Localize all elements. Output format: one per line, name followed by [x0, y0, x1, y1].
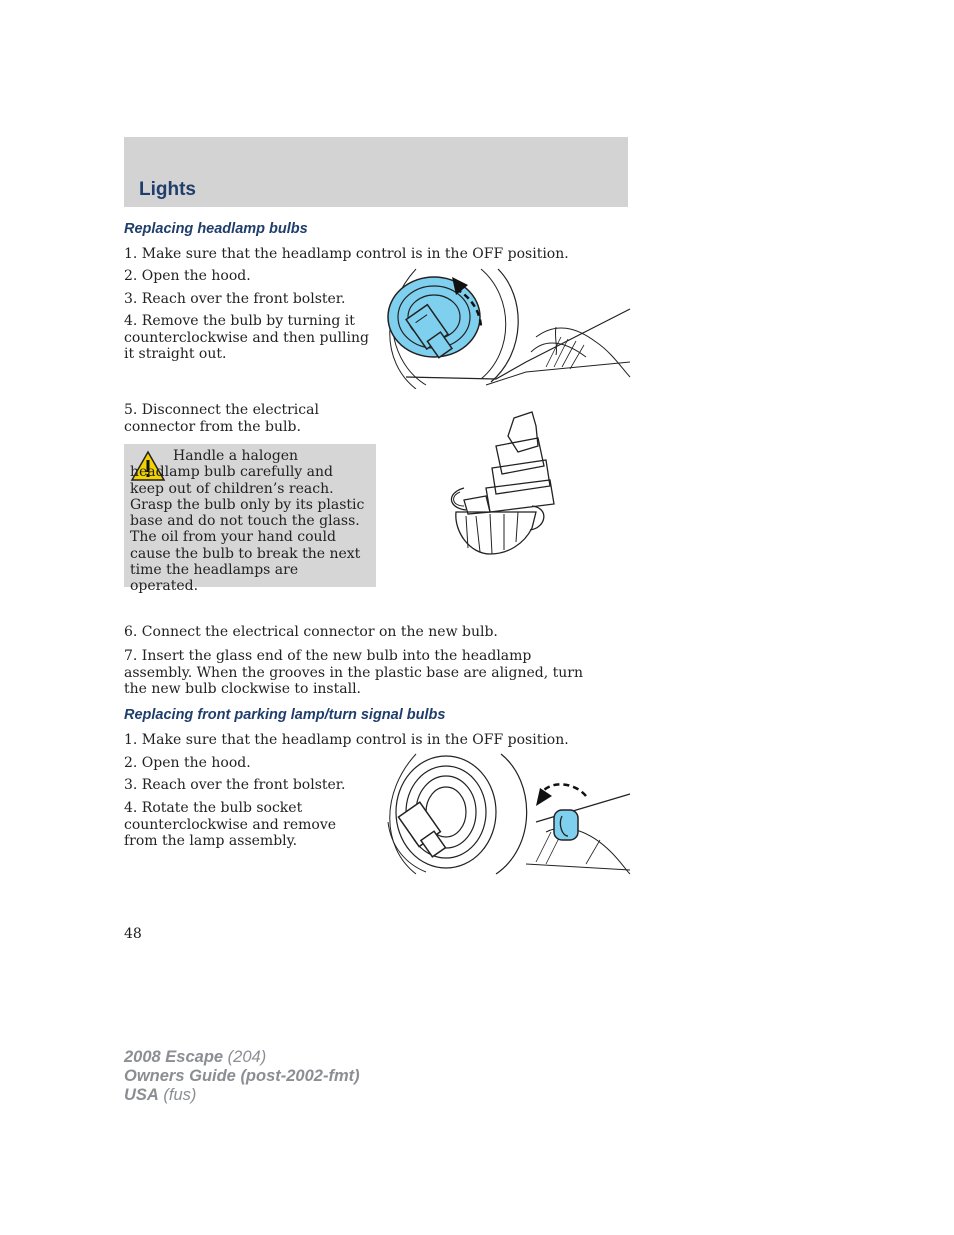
headlamp-step-4: 4. Remove the bulb by turning it counterclockwise and then pulling it straight out. — [124, 313, 369, 362]
parking-step-2: 2. Open the hood. — [124, 755, 251, 771]
headlamp-step-2: 2. Open the hood. — [124, 268, 251, 284]
headlamp-step-7: 7. Insert the glass end of the new bulb into the headlamp assembly. When the grooves in the plastic base are aligned, turn the new bulb clockwise to install. — [124, 648, 584, 697]
headlamp-step-3: 3. Reach over the front bolster. — [124, 291, 346, 307]
headlamp-step-6: 6. Connect the electrical connector on the new bulb. — [124, 624, 498, 640]
headlamp-step-5: 5. Disconnect the electrical connector from the bulb. — [124, 402, 319, 435]
section-title: Lights — [139, 179, 196, 200]
heading-replacing-headlamp-bulbs: Replacing headlamp bulbs — [124, 221, 308, 237]
headlamp-removal-illustration — [386, 267, 632, 389]
parking-step-1: 1. Make sure that the headlamp control is in the OFF position. — [124, 732, 569, 748]
halogen-bulb-illustration — [446, 408, 556, 558]
footer-line-3: USA (fus) — [124, 1086, 197, 1104]
parking-lamp-removal-illustration — [386, 752, 632, 876]
headlamp-step-1: 1. Make sure that the headlamp control is in the OFF position. — [124, 246, 569, 262]
footer-line-2: Owners Guide (post-2002-fmt) — [124, 1067, 360, 1085]
parking-step-4: 4. Rotate the bulb socket counterclockwise and remove from the lamp assembly. — [124, 800, 337, 849]
heading-replacing-parking-lamp-bulbs: Replacing front parking lamp/turn signal bulbs — [124, 707, 446, 723]
footer-line-1: 2008 Escape (204) — [124, 1048, 267, 1066]
section-header-band — [124, 137, 628, 207]
page-number: 48 — [124, 926, 142, 942]
warning-text: Handle a halogen headlamp bulb carefully and keep out of children’s reach. Grasp the bulb only by its plastic base and do not touch the glass. The oil from your hand could cause the bulb to break the next time the headlamps are operated. — [130, 448, 365, 595]
document-footer — [124, 1048, 360, 1105]
parking-step-3: 3. Reach over the front bolster. — [124, 777, 346, 793]
warning-box — [124, 444, 376, 595]
